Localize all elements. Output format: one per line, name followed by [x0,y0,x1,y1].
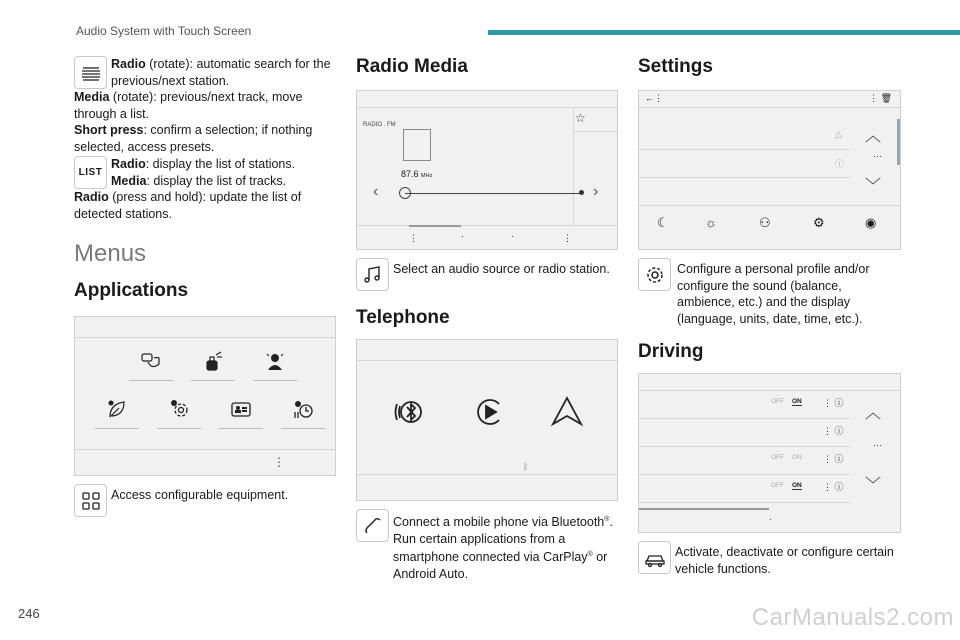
settings-gear-icon [638,258,671,291]
settings-back-icon[interactable]: ←⋮ [645,93,663,103]
column-middle [356,56,618,582]
menu-more-icon-left[interactable]: ⋮ [409,233,418,243]
driving-scroll-more-icon: ··· [873,440,882,450]
applications-caption: Access configurable equipment. [111,488,289,502]
settings-info-icon: ⓘ [835,159,845,169]
radio-hold-text: Radio (press and hold): update the list of detected stations. [74,190,302,221]
previous-station-icon[interactable]: ‹ [373,183,379,200]
list-row [74,156,336,189]
apps-grid-icon [74,484,107,517]
apps-fragrance-icon [191,341,235,381]
applications-screen [74,316,336,476]
source-tab-indicator [409,225,461,227]
carplay-icon[interactable] [471,394,507,430]
apps-connected-icon [129,341,173,381]
frequency-display: 87.6 MHz [401,169,433,179]
apps-more-icon: ⋮ [273,455,285,469]
android-auto-icon[interactable] [549,394,585,430]
short-press-text: Short press: confirm a selection; if nothing selected, access presets. [74,123,313,154]
telephone-heading: Telephone [356,307,450,328]
car-icon [638,541,671,574]
list-button-icon: LIST [74,156,107,189]
station-artwork [403,129,431,161]
apps-profile-icon [253,341,297,381]
rotary-knob-icon [74,56,107,89]
driving-dot: · [769,514,772,524]
apps-settings-gear-icon [157,389,201,429]
radio-caption-row [356,258,618,291]
bluetooth-icon[interactable] [393,394,429,430]
settings-heading: Settings [638,56,713,77]
header-accent-bar [488,30,960,35]
watermark: CarManuals2.com [751,604,954,631]
display-language-icon[interactable]: ◉ [865,215,877,230]
telephone-screen [356,339,618,501]
driving-row-4-info-icon[interactable]: ⋮ ⓘ [823,482,844,492]
settings-screen [638,90,901,250]
applications-caption-row [74,484,336,517]
bluetooth-status-icon: ᛒ [523,462,529,472]
telephone-caption-1: Connect a mobile phone via Bluetooth®. Run certain applications from a smartphone connected via CarPlay® or Android Auto. [393,515,613,581]
apps-timer-icon [281,389,325,429]
settings-caption-row [638,258,901,327]
applications-heading: Applications [74,280,189,301]
apps-card-icon [219,389,263,429]
slider-end-dot [579,190,584,195]
brightness-icon[interactable]: ☼ [705,215,717,230]
menu-dot-2: · [511,231,514,241]
music-note-icon [356,258,389,291]
radio-band-label: RADIO . FM [363,122,396,128]
column-left [74,56,336,517]
media-rotate-text: Media (rotate): previous/next track, move through a list. [74,90,303,121]
column-right [638,56,901,577]
radio-media-heading: Radio Media [356,56,468,77]
driving-heading: Driving [638,341,704,362]
user-profile-icon[interactable]: ⚇ [759,215,771,230]
driving-tab-indicator [639,508,769,510]
telephone-caption-row [356,509,618,582]
menu-dot-1: · [461,231,464,241]
radio-media-screen [356,90,618,250]
favorite-star-icon[interactable]: ☆ [575,111,586,125]
settings-delete-icon[interactable]: ⋮ 🗑 [869,93,892,103]
frequency-slider-handle[interactable] [399,187,411,199]
settings-gears-icon[interactable]: ⚙ [813,215,825,230]
radio-rotate-row [74,56,336,89]
frequency-slider[interactable] [405,193,581,194]
driving-row-2-info-icon[interactable]: ⋮ ⓘ [823,426,844,436]
apps-eco-icon [95,389,139,429]
driving-caption: Activate, deactivate or configure certain vehicle functions. [675,545,894,576]
settings-caption: Configure a personal profile and/or configure the sound (balance, ambience, etc.) and the display (language, units, date, time, etc.). [677,262,870,326]
menus-heading: Menus [74,240,147,267]
next-station-icon[interactable]: › [593,183,599,200]
radio-rotate-text: Radio (rotate): automatic search for the previous/next station. [111,57,331,88]
menu-more-icon-right[interactable]: ⋮ [563,233,572,243]
night-mode-icon[interactable]: ☾ [657,215,669,230]
driving-caption-row [638,541,901,577]
driving-scroll-down-icon[interactable]: ﹀ [865,477,882,494]
settings-warning-icon: △ [835,129,842,139]
page-number: 246 [18,606,40,621]
scroll-more-icon: ··· [873,151,882,161]
header-title: Audio System with Touch Screen [76,24,252,38]
scroll-up-icon[interactable]: ︿ [865,128,882,145]
driving-row-3-info-icon[interactable]: ⋮ ⓘ [823,454,844,464]
radio-caption: Select an audio source or radio station. [393,262,610,276]
list-text: Radio: display the list of stations. Media: display the list of tracks. [111,157,296,188]
driving-screen [638,373,901,533]
driving-row-1-info-icon[interactable]: ⋮ ⓘ [823,398,844,408]
scroll-down-icon[interactable]: ﹀ [865,178,882,195]
driving-scroll-up-icon[interactable]: ︿ [865,405,882,422]
driving-toggle-3[interactable]: OFF ON [771,454,802,461]
phone-handset-icon [356,509,389,542]
settings-scrollbar[interactable] [897,119,900,165]
driving-toggle-1[interactable]: OFF ON [771,398,802,405]
driving-toggle-4[interactable]: OFF ON [771,482,802,489]
